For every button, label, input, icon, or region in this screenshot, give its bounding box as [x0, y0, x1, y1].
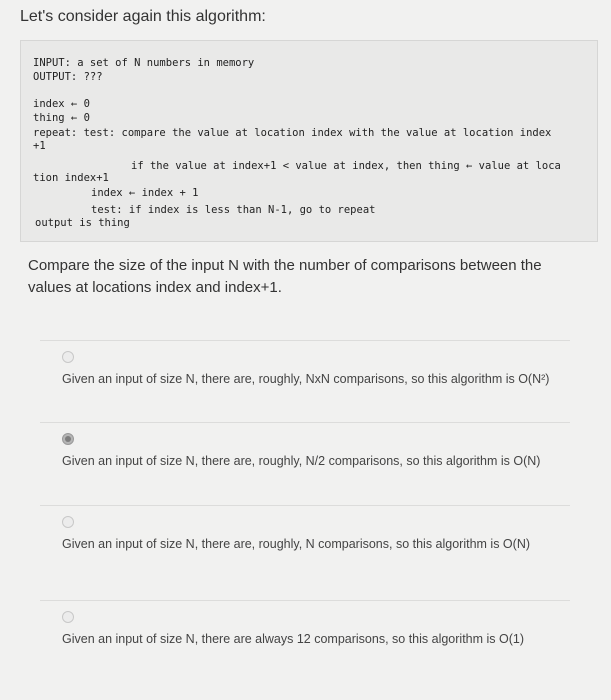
answer-option-3[interactable]	[40, 505, 570, 586]
code-repeat-line: repeat: test: compare the value at location index with the value at location index	[33, 127, 552, 139]
radio-button[interactable]	[62, 611, 74, 623]
question-text: Compare the size of the input N with the number of comparisons between the values at locations index and index+1.	[28, 257, 542, 296]
option-label: Given an input of size N, there are, roughly, N comparisons, so this algorithm is O(N)	[62, 537, 531, 551]
option-label: Given an input of size N, there are always 12 comparisons, so this algorithm is O(1)	[62, 632, 525, 646]
code-output-line: OUTPUT: ???	[33, 71, 103, 83]
code-if-line: if the value at index+1 < value at index, then thing ← value at loca	[131, 160, 561, 172]
page-heading: Let's consider again this algorithm:	[20, 8, 266, 25]
answer-option-2[interactable]	[40, 422, 570, 503]
algorithm-code-block	[20, 40, 598, 242]
code-index-init: index ← 0	[33, 98, 90, 110]
radio-button[interactable]	[62, 351, 74, 363]
code-test-line: test: if index is less than N-1, go to repeat	[91, 204, 376, 216]
answer-option-4[interactable]	[40, 600, 570, 681]
code-thing-init: thing ← 0	[33, 112, 90, 124]
answer-option-1[interactable]	[40, 340, 570, 421]
option-label: Given an input of size N, there are, roughly, NxN comparisons, so this algorithm is O(N²)	[62, 372, 550, 386]
radio-button[interactable]	[62, 516, 74, 528]
code-output-thing: output is thing	[35, 217, 130, 229]
code-repeat-cont: +1	[33, 140, 46, 152]
radio-button-selected[interactable]	[62, 433, 74, 445]
code-input-line: INPUT: a set of N numbers in memory	[33, 57, 255, 69]
code-index-incr: index ← index + 1	[91, 187, 199, 199]
option-label: Given an input of size N, there are, roughly, N/2 comparisons, so this algorithm is O(N)	[62, 454, 541, 468]
code-if-cont: tion index+1	[33, 172, 109, 184]
